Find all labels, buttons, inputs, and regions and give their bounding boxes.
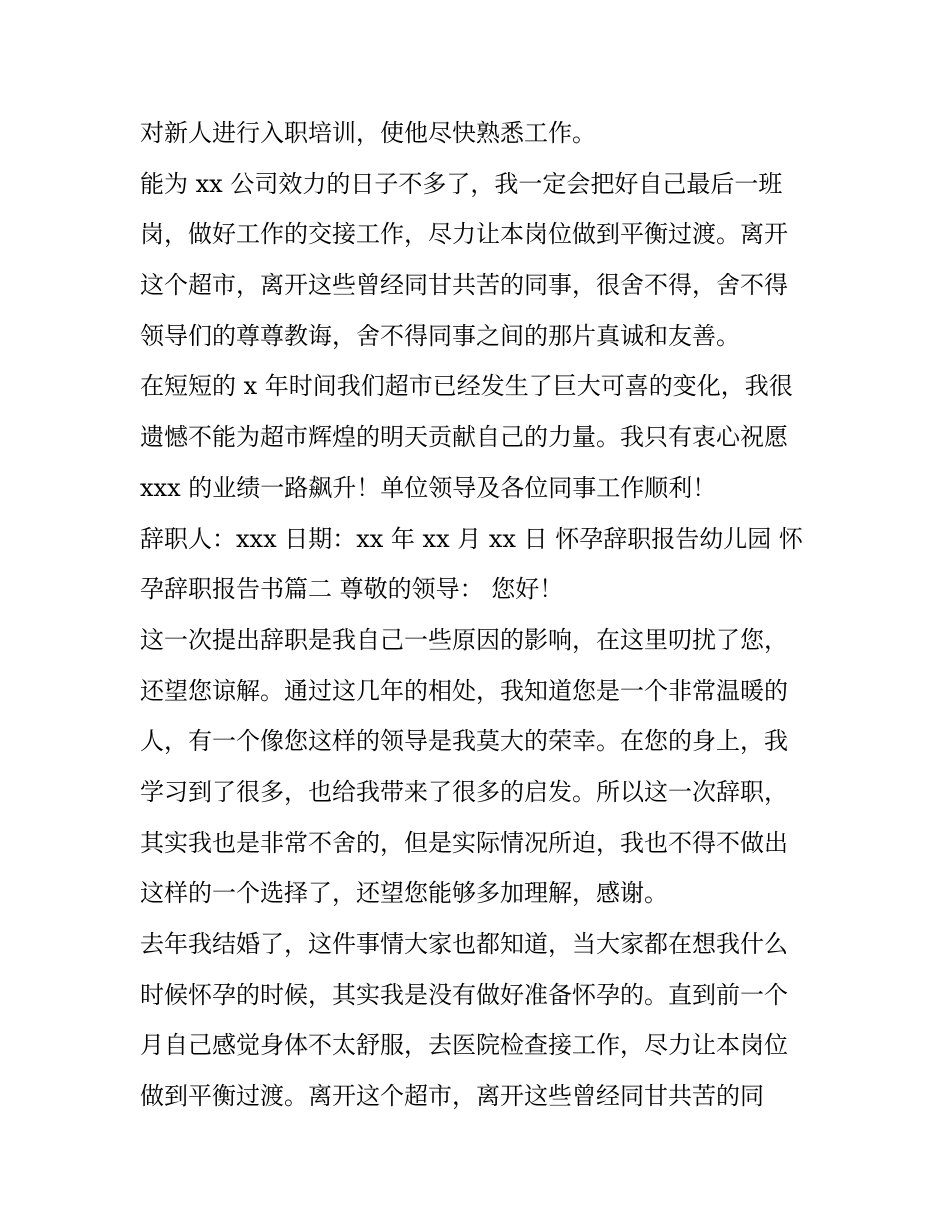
text-line: 能为 xx 公司效力的日子不多了，我一定会把好自己最后一班	[140, 169, 783, 198]
text-line: 对新人进行入职培训，使他尽快熟悉工作。	[140, 119, 596, 147]
text-line: 岗，做好工作的交接工作，尽力让本岗位做到平衡过渡。离开	[140, 220, 788, 249]
text-line: 在短短的 x 年时间我们超市已经发生了巨大可喜的变化，我很	[140, 372, 793, 401]
text-line: 辞职人：xxx 日期：xx 年 xx 月 xx 日 怀孕辞职报告幼儿园 怀	[140, 524, 803, 553]
text-line: 这样的一个选择了，还望您能够多加理解，感谢。	[140, 879, 668, 908]
text-line: 还望您谅解。通过这几年的相处，我知道您是一个非常温暖的	[140, 676, 788, 705]
text-line: 学习到了很多，也给我带来了很多的启发。所以这一次辞职，	[140, 777, 788, 806]
text-line: 月自己感觉身体不太舒服，去医院检查接工作，尽力让本岗位	[140, 1031, 788, 1060]
text-line: 遗憾不能为超市辉煌的明天贡献自己的力量。我只有衷心祝愿	[140, 423, 788, 452]
text-line: 时候怀孕的时候，其实我是没有做好准备怀孕的。直到前一个	[140, 980, 788, 1009]
text-line: 其实我也是非常不舍的，但是实际情况所迫，我也不得不做出	[140, 828, 788, 857]
text-line: 领导们的尊尊教诲，舍不得同事之间的那片真诚和友善。	[140, 321, 740, 350]
text-line: 孕辞职报告书篇二 尊敬的领导： 您好！	[140, 575, 564, 604]
text-line: 这个超市，离开这些曾经同甘共苦的同事，很舍不得，舍不得	[140, 271, 788, 300]
text-line: 去年我结婚了，这件事情大家也都知道，当大家都在想我什么	[140, 930, 788, 958]
text-line: 做到平衡过渡。离开这个超市，离开这些曾经同甘共苦的同	[140, 1082, 764, 1111]
text-line: xxx 的业绩一路飙升！单位领导及各位同事工作顺利！	[140, 473, 717, 502]
document-body	[140, 108, 820, 1122]
text-line: 这一次提出辞职是我自己一些原因的影响，在这里叨扰了您，	[140, 625, 788, 654]
text-line: 人，有一个像您这样的领导是我莫大的荣幸。在您的身上，我	[140, 727, 788, 756]
